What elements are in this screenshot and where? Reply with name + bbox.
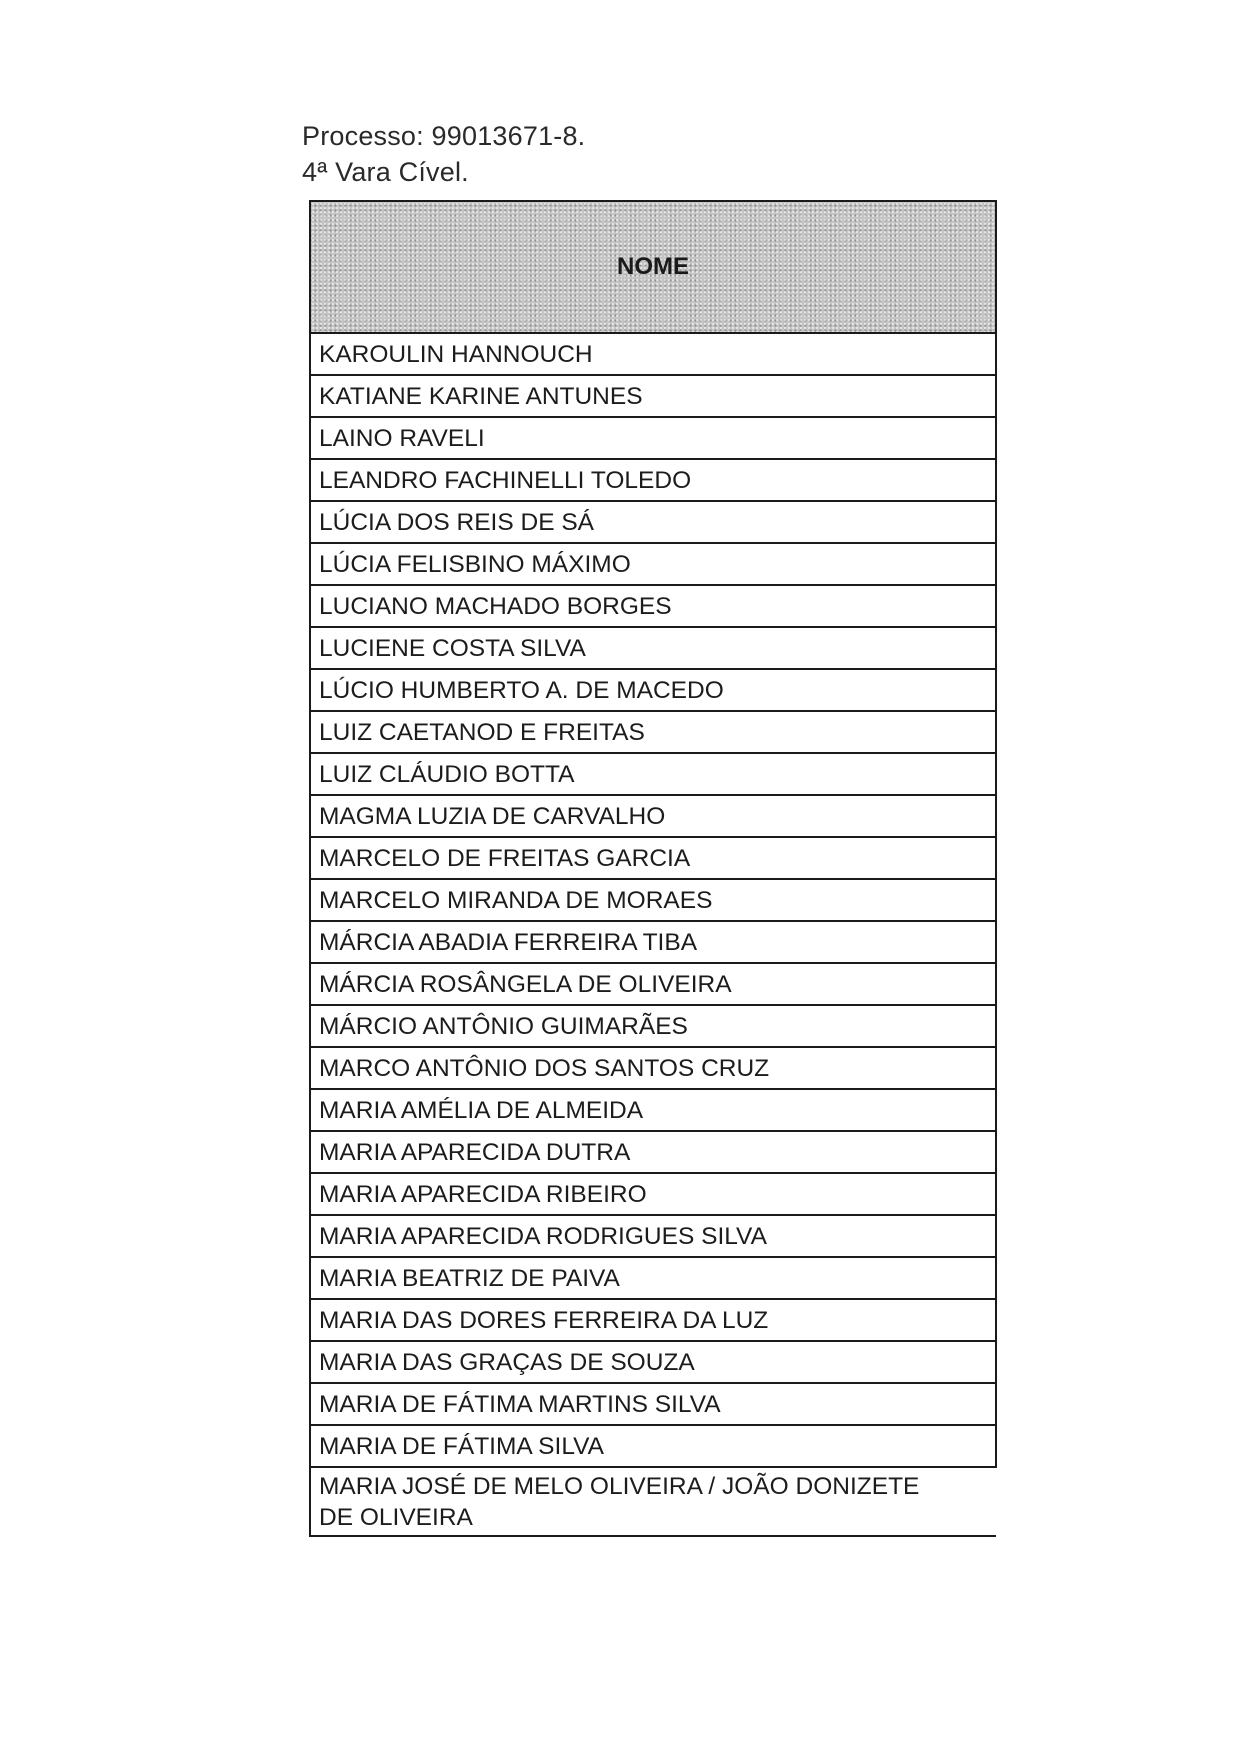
table-row — [310, 1383, 996, 1425]
person-name: MARCO ANTÔNIO DOS SANTOS CRUZ — [319, 1055, 770, 1082]
person-name: LUIZ CLÁUDIO BOTTA — [319, 761, 575, 788]
name-cell — [310, 1299, 996, 1341]
table-row — [310, 1047, 996, 1089]
name-cell — [310, 753, 996, 795]
table-row — [310, 501, 996, 543]
names-table-body — [310, 333, 996, 1536]
name-cell — [310, 669, 996, 711]
person-name: MARIA DAS GRAÇAS DE SOUZA — [319, 1349, 695, 1376]
person-name: LUCIANO MACHADO BORGES — [319, 593, 672, 620]
name-cell — [310, 1383, 996, 1425]
person-name: LAINO RAVELI — [319, 425, 485, 452]
table-row — [310, 459, 996, 501]
name-cell — [310, 1047, 996, 1089]
person-name: MARIA DE FÁTIMA MARTINS SILVA — [319, 1391, 721, 1418]
name-cell — [310, 795, 996, 837]
person-name: MARIA BEATRIZ DE PAIVA — [319, 1265, 620, 1292]
table-header-row — [310, 201, 996, 333]
table-row — [310, 1299, 996, 1341]
table-row — [310, 1467, 996, 1536]
name-cell — [310, 921, 996, 963]
table-row — [310, 795, 996, 837]
table-row — [310, 1215, 996, 1257]
table-row — [310, 921, 996, 963]
person-name: MARCELO MIRANDA DE MORAES — [319, 887, 713, 914]
table-row — [310, 1341, 996, 1383]
table-row — [310, 837, 996, 879]
table-row — [310, 585, 996, 627]
table-row — [310, 753, 996, 795]
person-name: MARIA APARECIDA DUTRA — [319, 1139, 631, 1166]
name-cell — [310, 837, 996, 879]
name-cell — [310, 963, 996, 1005]
person-name: LÚCIO HUMBERTO A. DE MACEDO — [319, 677, 724, 704]
table-row — [310, 669, 996, 711]
table-row — [310, 417, 996, 459]
table-row — [310, 879, 996, 921]
name-cell — [310, 627, 996, 669]
name-cell — [310, 501, 996, 543]
name-cell — [310, 1257, 996, 1299]
person-name: LÚCIA FELISBINO MÁXIMO — [319, 551, 631, 578]
name-cell — [310, 543, 996, 585]
name-cell — [310, 1467, 996, 1536]
name-cell — [310, 1005, 996, 1047]
name-cell — [310, 417, 996, 459]
person-name: MARIA APARECIDA RODRIGUES SILVA — [319, 1223, 767, 1250]
person-name: MARIA DE FÁTIMA SILVA — [319, 1433, 604, 1460]
table-row — [310, 543, 996, 585]
person-name: KAROULIN HANNOUCH — [319, 341, 593, 368]
person-name: KATIANE KARINE ANTUNES — [319, 383, 643, 410]
court-name: 4ª Vara Cível. — [302, 157, 469, 187]
person-name: LÚCIA DOS REIS DE SÁ — [319, 509, 595, 536]
name-cell — [310, 1215, 996, 1257]
person-name: LUIZ CAETANOD E FREITAS — [319, 719, 645, 746]
name-cell — [310, 1425, 996, 1467]
person-name: MARCELO DE FREITAS GARCIA — [319, 845, 691, 872]
person-name: MARIA AMÉLIA DE ALMEIDA — [319, 1097, 644, 1124]
table-row — [310, 333, 996, 375]
person-name: LEANDRO FACHINELLI TOLEDO — [319, 467, 692, 494]
name-cell — [310, 879, 996, 921]
table-row — [310, 1257, 996, 1299]
name-cell — [310, 1173, 996, 1215]
person-name: MÁRCIO ANTÔNIO GUIMARÃES — [319, 1013, 688, 1040]
name-cell — [310, 1089, 996, 1131]
name-cell — [310, 711, 996, 753]
name-cell — [310, 585, 996, 627]
table-row — [310, 627, 996, 669]
process-number: Processo: 99013671-8. — [302, 121, 586, 151]
document-header — [302, 118, 585, 190]
table-row — [310, 1089, 996, 1131]
table-row — [310, 375, 996, 417]
name-cell — [310, 333, 996, 375]
person-name: MAGMA LUZIA DE CARVALHO — [319, 803, 666, 830]
column-header-nome: NOME — [310, 201, 996, 333]
name-cell — [310, 1341, 996, 1383]
person-name: LUCIENE COSTA SILVA — [319, 635, 586, 662]
table-row — [310, 1173, 996, 1215]
name-cell — [310, 1131, 996, 1173]
table-row — [310, 1425, 996, 1467]
person-name: MÁRCIA ROSÂNGELA DE OLIVEIRA — [319, 971, 732, 998]
person-name: MARIA APARECIDA RIBEIRO — [319, 1181, 647, 1208]
person-name: MARIA JOSÉ DE MELO OLIVEIRA / JOÃO DONIZETE DE OLIVEIRA — [319, 1473, 920, 1531]
table-row — [310, 1005, 996, 1047]
table-row — [310, 711, 996, 753]
name-cell — [310, 375, 996, 417]
table-row — [310, 1131, 996, 1173]
person-name: MÁRCIA ABADIA FERREIRA TIBA — [319, 929, 698, 956]
names-table — [309, 200, 997, 1537]
table-row — [310, 963, 996, 1005]
person-name: MARIA DAS DORES FERREIRA DA LUZ — [319, 1307, 769, 1334]
name-cell — [310, 459, 996, 501]
